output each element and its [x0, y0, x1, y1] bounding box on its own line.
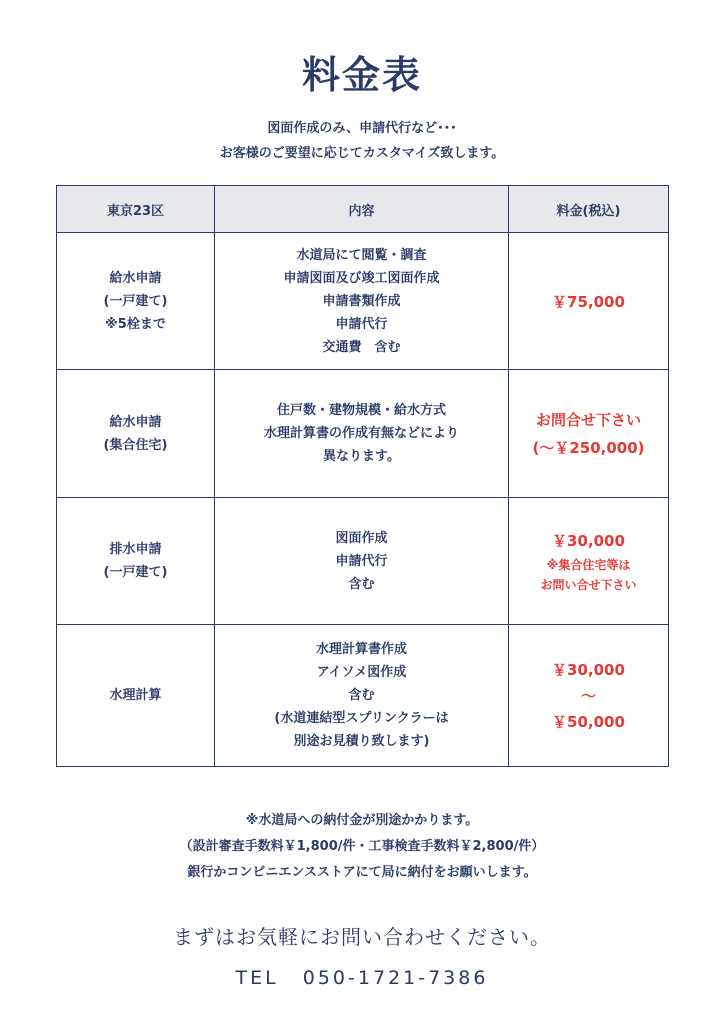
content-line: 別途お見積り致します)	[293, 734, 430, 749]
table-row	[57, 498, 669, 625]
area-cell	[57, 498, 215, 625]
content-cell	[215, 498, 509, 625]
note-line: ※水道局への納付金が別途かかります。	[245, 813, 479, 828]
area-line: (一戸建て)	[103, 565, 168, 580]
content-line: 申請代行	[335, 316, 388, 332]
content-line: 水理計算書作成	[315, 642, 407, 657]
area-line: (集合住宅)	[103, 437, 168, 453]
price-value: (～￥250,000)	[532, 438, 645, 457]
content-cell	[215, 233, 509, 370]
content-line: 図面作成	[335, 530, 388, 546]
price-value: ￥30,000	[552, 532, 625, 550]
price-note: お問い合せ下さい	[540, 578, 637, 592]
area-line: 給水申請	[109, 414, 162, 430]
subtitle-line: 図面作成のみ、申請代行など･･･	[267, 121, 457, 136]
content-line: 含む	[348, 576, 375, 592]
price-value: お問合せ下さい	[535, 410, 641, 429]
header-content: 内容	[215, 186, 509, 233]
area-line: 水理計算	[109, 688, 162, 703]
table-row	[57, 625, 669, 767]
content-line: 異なります。	[323, 449, 400, 464]
price-note: ※集合住宅等は	[546, 558, 631, 572]
content-cell	[215, 625, 509, 767]
price-value: ￥50,000	[552, 712, 625, 731]
content-line: 交通費 含む	[322, 339, 401, 355]
content-line: 申請代行	[335, 553, 388, 569]
content-line: 含む	[348, 688, 375, 703]
table-header-row	[57, 186, 669, 233]
content-line: 申請書類作成	[322, 293, 401, 309]
payment-notes	[0, 808, 724, 886]
area-cell	[57, 625, 215, 767]
content-line: (水道連結型スプリンクラーは	[274, 711, 449, 726]
price-cell	[509, 625, 669, 767]
price-table	[56, 185, 669, 767]
contact-message: まずはお気軽にお問い合わせください。	[173, 925, 551, 949]
area-line: ※5栓まで	[105, 316, 166, 332]
content-line: アイソメ図作成	[316, 665, 407, 680]
price-cell	[509, 233, 669, 370]
area-cell	[57, 370, 215, 498]
area-line: 給水申請	[109, 270, 162, 286]
subtitle	[0, 116, 724, 166]
header-price: 料金(税込)	[509, 186, 669, 233]
note-line: 銀行かコンビニエンスストアにて局に納付をお願いします。	[187, 865, 537, 880]
contact-section	[0, 922, 724, 992]
phone-number[interactable]: 050-1721-7386	[302, 967, 489, 989]
price-cell	[509, 498, 669, 625]
tel-label: TEL	[235, 967, 279, 989]
price-range-tilde: ～	[580, 686, 596, 705]
area-line: (一戸建て)	[103, 293, 168, 309]
phone-line[interactable]	[0, 964, 724, 992]
content-line: 申請図面及び竣工図面作成	[283, 270, 440, 286]
price-value: ￥30,000	[552, 660, 625, 679]
price-cell	[509, 370, 669, 498]
area-line: 排水申請	[109, 542, 162, 557]
content-cell	[215, 370, 509, 498]
content-line: 水道局にて閲覧・調査	[296, 247, 427, 263]
header-area: 東京23区	[57, 186, 215, 233]
content-line: 水理計算書の作成有無などにより	[263, 426, 459, 441]
area-cell	[57, 233, 215, 370]
price-value: ￥75,000	[552, 292, 625, 311]
subtitle-line: お客様のご要望に応じてカスタマイズ致します。	[219, 146, 505, 161]
table-row	[57, 370, 669, 498]
page-title: 料金表	[301, 53, 422, 97]
table-row	[57, 233, 669, 370]
content-line: 住戸数・建物規模・給水方式	[276, 403, 446, 418]
note-line: （設計審査手数料￥1,800/件・工事検査手数料￥2,800/件）	[179, 839, 545, 854]
